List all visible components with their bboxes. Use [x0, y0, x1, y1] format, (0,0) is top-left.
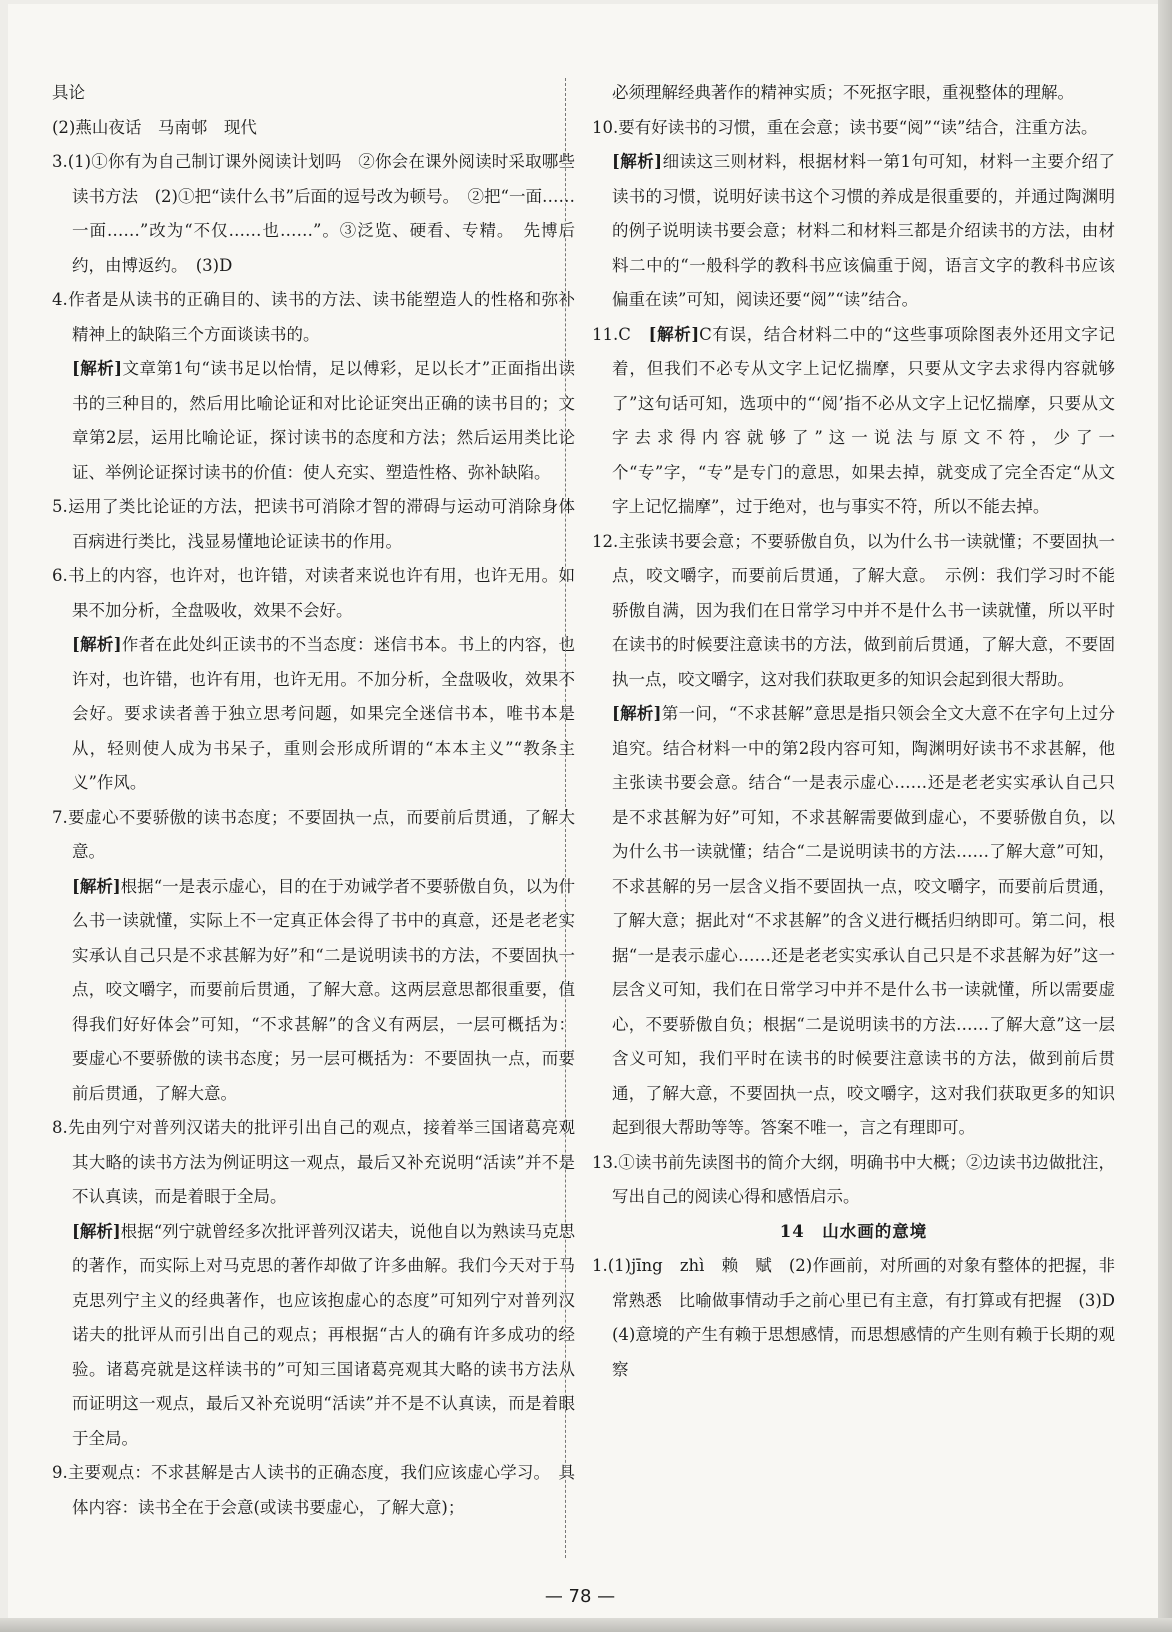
- analysis-paragraph: [592, 697, 1115, 1146]
- answer-paragraph: [592, 111, 1115, 146]
- analysis-tag: [解析]: [72, 1221, 121, 1241]
- paragraph-text: C有误，结合材料二中的“这些事项除图表外还用文字记着，但我们不必专从文字上记忆揣摩，只要从文字去求得内容就够了”这句话可知，选项中的“‘阅’指不必从文字上记忆揣摩，只要从文字去求得内容就够了”这一说法与原文不符，少了一个“专”字，“专”是专门的意思，如果去掉，就变成了完全否定“从文字上记忆揣摩”，过于绝对，也与事实不符，所以不能去掉。: [612, 324, 1115, 516]
- answer-paragraph: [52, 1111, 575, 1215]
- analysis-paragraph: [52, 352, 575, 490]
- paragraph-text: 12.主张读书要会意；不要骄傲自负，以为什么书一读就懂；不要固执一点，咬文嚼字，而要前后贯通，了解大意。 示例：我们学习时不能骄傲自满，因为我们在日常学习中并不是什么书一读就懂，所以平时在读书的时候要注意读书的方法，做到前后贯通，了解大意，不要固执一点，咬文嚼字，这对我们获取更多的知识会起到很大帮助。: [592, 531, 1115, 689]
- page-number: — 78 —: [544, 1586, 616, 1607]
- answer-paragraph: [52, 76, 575, 111]
- answer-paragraph: [52, 1456, 575, 1525]
- section-heading: 14 山水画的意境: [779, 1221, 928, 1241]
- paragraph-text: 1.(1)jīng zhì 赖 赋 (2)作画前，对所画的对象有整体的把握，非常熟悉 比喻做事情动手之前心里已有主意，有打算或有把握 (3)D (4)意境的产生有赖于思想感情，而思想感情的产生则有赖于长期的观察: [592, 1256, 1132, 1379]
- analysis-paragraph: [592, 76, 1115, 111]
- paragraph-text: 第一问，“不求甚解”意思是指只领会全文大意不在字句上过分追究。结合材料一中的第2段内容可知，陶渊明好读书不求甚解，他主张读书要会意。结合“一是表示虚心……还是老老实实承认自己只是不求甚解为好”可知，不求甚解需要做到虚心，不要骄傲自负，以为什么书一读就懂；结合“二是说明读书的方法……了解大意”可知，不求甚解的另一层含义指不要固执一点，咬文嚼字，而要前后贯通，了解大意；据此对“不求甚解”的含义进行概括归纳即可。第二问，根据“一是表示虚心……还是老老实实承认自己只是不求甚解为好”这一层含义可知，我们在日常学习中并不是什么书一读就懂，所以需要虚心，不要骄傲自负；根据“二是说明读书的方法……了解大意”这一层含义可知，我们平时在读书的时候要注意读书的方法，做到前后贯通，了解大意，不要固执一点，咬文嚼字，这对我们获取更多的知识起到很大帮助等等。答案不唯一，言之有理即可。: [612, 704, 1115, 1137]
- answer-paragraph: [592, 1146, 1115, 1215]
- answer-prefix: 11.C: [592, 324, 649, 344]
- analysis-tag: [解析]: [72, 635, 122, 654]
- analysis-tag: [解析]: [72, 876, 121, 896]
- paragraph-text: 根据“列宁就曾经多次批评普列汉诺夫，说他自以为熟读马克思的著作，而实际上对马克思的著作却做了许多曲解。我们今天对于马克思列宁主义的经典著作，也应该抱虚心的态度”可知列宁对普列汉诺夫的批评从而引出自己的观点；再根据“古人的确有许多成功的经验。诸葛亮就是这样读书的”可知三国诸葛亮观其大略的读书方法从而证明这一观点，最后又补充说明“活读”并不是不认真读，而是着眼于全局。: [72, 1221, 575, 1448]
- answer-paragraph: [52, 801, 575, 870]
- answer-paragraph: [52, 283, 575, 352]
- paragraph-text: 10.要有好读书的习惯，重在会意；读书要“阅”“读”结合，注重方法。: [592, 117, 1098, 137]
- right-column: [592, 76, 1132, 1387]
- left-column: [52, 76, 575, 1525]
- answer-paragraph: [52, 490, 575, 559]
- answer-paragraph: [52, 111, 575, 146]
- answer-paragraph: [52, 145, 575, 283]
- analysis-tag: [解析]: [612, 152, 663, 171]
- page-edge-right: [1158, 0, 1172, 1632]
- answer-paragraph: [592, 318, 1115, 525]
- analysis-tag: [解析]: [72, 359, 123, 378]
- paragraph-text: 3.(1)①你有为自己制订课外阅读计划吗 ②你会在课外阅读时采取哪些读书方法 (2)①把“读什么书”后面的逗号改为顿号。 ②把“一面……一面……”改为“不仅……也……”。③泛览、硬看、专精。 先博后约，由博返约。 (3)D: [52, 152, 575, 275]
- analysis-tag: [解析]: [648, 324, 700, 344]
- answer-paragraph: [592, 1249, 1132, 1387]
- analysis-paragraph: [52, 870, 575, 1112]
- analysis-paragraph: [592, 145, 1115, 318]
- paragraph-text: 9.主要观点：不求甚解是古人读书的正确态度，我们应该虚心学习。 具体内容：读书全在于会意(或读书要虚心，了解大意)；: [52, 1463, 575, 1517]
- analysis-paragraph: [52, 1215, 575, 1457]
- binding-edge: [0, 80, 14, 440]
- paragraph-text: 4.作者是从读书的正确目的、读书的方法、读书能塑造人的性格和弥补精神上的缺陷三个方面谈读书的。: [52, 290, 575, 344]
- answer-paragraph: [52, 559, 575, 628]
- column-divider: [565, 78, 566, 1558]
- paragraph-text: 细读这三则材料，根据材料一第1句可知，材料一主要介绍了读书的习惯，说明好读书这个习惯的养成是很重要的，并通过陶渊明的例子说明读书要会意；材料二和材料三都是介绍读书的方法，由材料二中的“一般科学的教科书应该偏重于阅，语言文字的教科书应该偏重在读”可知，阅读还要“阅”“读”结合。: [612, 152, 1115, 309]
- paragraph-text: (2)燕山夜话 马南邨 现代: [52, 117, 257, 137]
- paragraph-text: 根据“一是表示虚心，目的在于劝诫学者不要骄傲自负，以为什么书一读就懂，实际上不一定真正体会得了书中的真意，还是老老实实承认自己只是不求甚解为好”和“二是说明读书的方法，不要固执一点，咬文嚼字，而要前后贯通，了解大意。这两层意思都很重要，值得我们好好体会”可知，“不求甚解”的含义有两层，一层可概括为：要虚心不要骄傲的读书态度；另一层可概括为：不要固执一点，而要前后贯通，了解大意。: [72, 876, 575, 1103]
- paragraph-text: 必须理解经典著作的精神实质；不死抠字眼，重视整体的理解。: [612, 83, 1074, 102]
- page-edge-bottom: [0, 1618, 1172, 1632]
- paragraph-text: 作者在此处纠正读书的不当态度：迷信书本。书上的内容，也许对，也许错，也许有用，也许无用。不加分析，全盘吸收，效果不会好。要求读者善于独立思考问题，如果完全迷信书本，唯书本是从，轻则使人成为书呆子，重则会形成所谓的“本本主义”“教条主义”作风。: [72, 635, 576, 792]
- paragraph-text: 文章第1句“读书足以怡情，足以傅彩，足以长才”正面指出读书的三种目的，然后用比喻论证和对比论证突出正确的读书目的；文章第2层，运用比喻论证，探讨读书的态度和方法；然后运用类比论证、举例论证探讨读书的价值：使人充实、塑造性格、弥补缺陷。: [72, 359, 575, 482]
- paragraph-text: 5.运用了类比论证的方法，把读书可消除才智的滞碍与运动可消除身体百病进行类比，浅显易懂地论证读书的作用。: [52, 497, 575, 551]
- paragraph-text: 具论: [52, 83, 85, 102]
- paragraph-text: 7.要虚心不要骄傲的读书态度；不要固执一点，而要前后贯通，了解大意。: [52, 807, 575, 861]
- analysis-paragraph: [52, 628, 575, 801]
- paragraph-text: 8.先由列宁对普列汉诺夫的批评引出自己的观点，接着举三国诸葛亮观其大略的读书方法为例证明这一观点，最后又补充说明“活读”并不是不认真读，而是着眼于全局。: [52, 1118, 575, 1206]
- paragraph-text: 6.书上的内容，也许对，也许错，对读者来说也许有用，也许无用。如果不加分析，全盘吸收，效果不会好。: [52, 566, 575, 620]
- answer-paragraph: [592, 525, 1115, 698]
- analysis-tag: [解析]: [612, 704, 662, 723]
- paragraph-text: 13.①读书前先读图书的简介大纲，明确书中大概；②边读书边做批注，写出自己的阅读心得和感悟启示。: [592, 1152, 1115, 1206]
